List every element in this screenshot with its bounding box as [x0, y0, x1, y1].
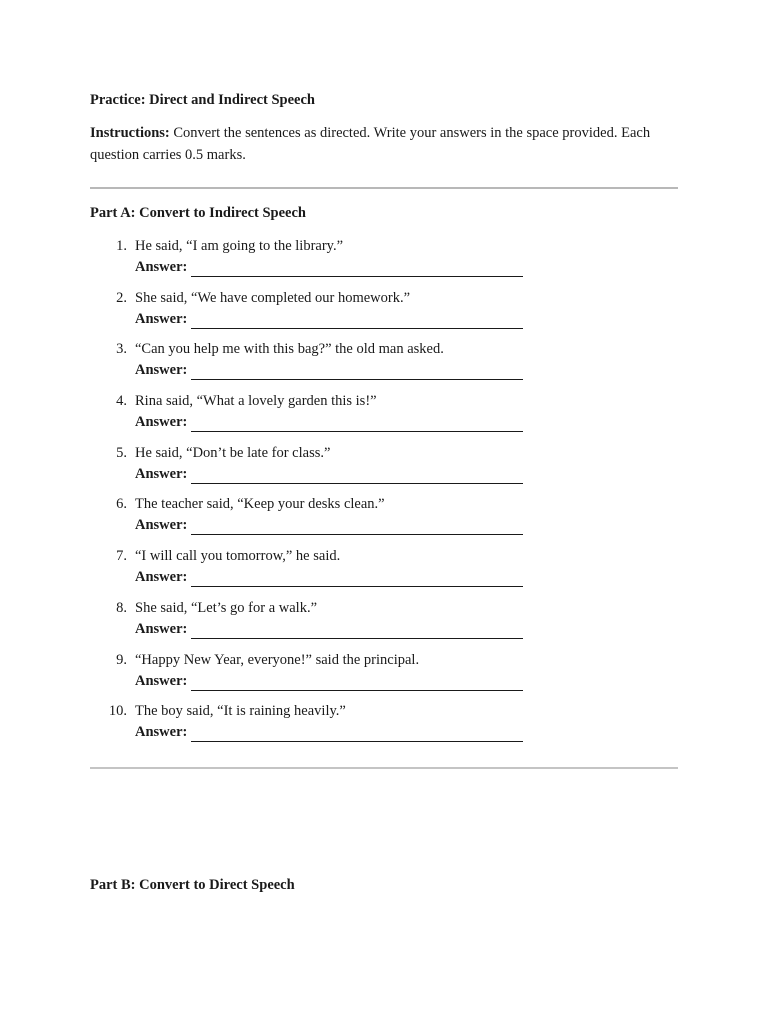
answer-blank-line[interactable]	[191, 676, 523, 691]
section-divider-top	[90, 187, 678, 189]
instructions-label: Instructions:	[90, 125, 170, 141]
part-a-heading: Part A: Convert to Indirect Speech	[90, 205, 306, 221]
question-text: She said, “We have completed our homework.”	[135, 289, 411, 306]
question-number: 6.	[116, 496, 127, 513]
answer-label: Answer:	[135, 414, 188, 431]
answer-label: Answer:	[135, 620, 188, 637]
question-text: “Happy New Year, everyone!” said the principal.	[135, 651, 420, 668]
instructions-paragraph	[90, 122, 682, 166]
question-number: 3.	[116, 341, 127, 358]
answer-label: Answer:	[135, 362, 188, 379]
question-list	[90, 236, 650, 753]
question-item	[90, 339, 650, 391]
question-number: 1.	[116, 238, 127, 254]
answer-row	[135, 360, 523, 380]
question-number: 9.	[116, 651, 127, 668]
answer-row	[135, 464, 523, 484]
question-number: 4.	[116, 393, 127, 410]
answer-row	[135, 722, 523, 742]
question-item	[90, 546, 650, 598]
question-text: “I will call you tomorrow,” he said.	[135, 548, 341, 565]
answer-label: Answer:	[135, 724, 188, 741]
answer-blank-line[interactable]	[191, 520, 523, 535]
answer-label: Answer:	[135, 259, 188, 275]
answer-row	[135, 412, 523, 432]
question-text: She said, “Let’s go for a walk.”	[135, 599, 318, 616]
answer-blank-line[interactable]	[191, 572, 523, 587]
question-text: The boy said, “It is raining heavily.”	[135, 703, 346, 720]
question-item	[90, 391, 650, 443]
answer-blank-line[interactable]	[191, 314, 523, 329]
question-item	[90, 443, 650, 495]
question-text: “Can you help me with this bag?” the old man asked.	[135, 341, 444, 358]
page-title: Practice: Direct and Indirect Speech	[90, 92, 315, 108]
answer-blank-line[interactable]	[191, 365, 523, 380]
answer-row	[135, 567, 523, 587]
answer-label: Answer:	[135, 517, 188, 534]
question-item	[90, 494, 650, 546]
answer-label: Answer:	[135, 310, 188, 327]
question-text: He said, “Don’t be late for class.”	[135, 444, 331, 461]
answer-label: Answer:	[135, 465, 188, 482]
question-item	[90, 650, 650, 702]
answer-blank-line[interactable]	[191, 624, 523, 639]
question-item	[90, 236, 650, 288]
answer-row	[135, 257, 523, 277]
question-number: 2.	[116, 289, 127, 306]
answer-blank-line[interactable]	[191, 469, 523, 484]
question-item	[90, 288, 650, 340]
answer-row	[135, 619, 523, 639]
answer-blank-line[interactable]	[191, 262, 523, 277]
instructions-text: Convert the sentences as directed. Write your answers in the space provided. Each question carries 0.5 marks.	[90, 125, 651, 163]
answer-label: Answer:	[135, 569, 188, 586]
answer-label: Answer:	[135, 672, 188, 689]
question-text: He said, “I am going to the library.”	[135, 238, 344, 254]
question-number: 10.	[108, 703, 127, 720]
section-divider-bottom	[90, 767, 678, 769]
answer-row	[135, 309, 523, 329]
question-item	[90, 598, 650, 650]
question-item	[90, 701, 650, 753]
question-text: Rina said, “What a lovely garden this is!”	[135, 393, 377, 410]
answer-row	[135, 515, 523, 535]
question-number: 5.	[116, 444, 127, 461]
answer-row	[135, 671, 523, 691]
answer-blank-line[interactable]	[191, 727, 523, 742]
question-number: 8.	[116, 599, 127, 616]
question-number: 7.	[116, 548, 127, 565]
part-b-heading: Part B: Convert to Direct Speech	[90, 877, 295, 893]
answer-blank-line[interactable]	[191, 417, 523, 432]
question-text: The teacher said, “Keep your desks clean.”	[135, 496, 385, 513]
